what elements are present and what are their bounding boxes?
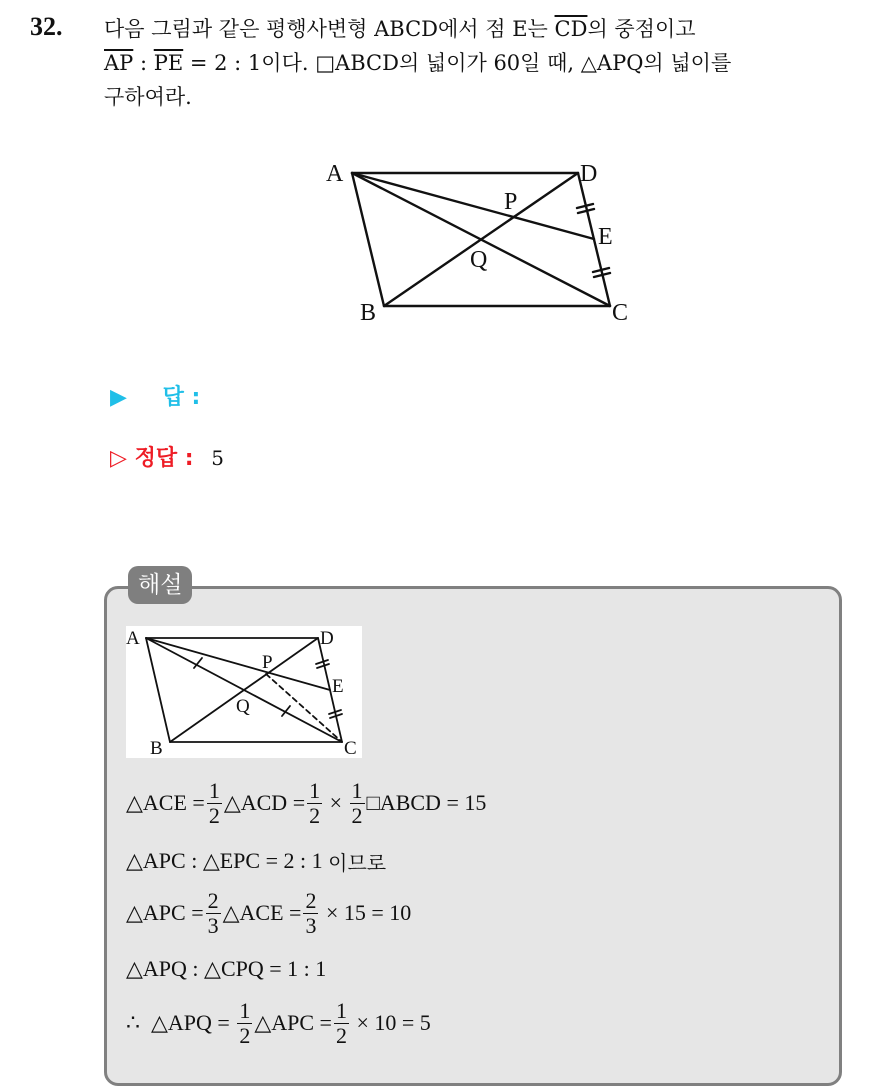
label-q: Q xyxy=(470,247,488,273)
l1-c: × xyxy=(324,790,348,815)
solution-line-4 xyxy=(126,944,326,994)
solution-line-2 xyxy=(126,836,386,886)
l3-f1n: 2 xyxy=(207,888,219,914)
label-b: B xyxy=(360,300,377,326)
l5-a: ∴ △APQ = xyxy=(126,1010,236,1035)
s-label-e: E xyxy=(332,676,344,697)
l1-f2d: 2 xyxy=(309,802,321,828)
solution-figure xyxy=(126,626,362,758)
diagonal-bd xyxy=(384,173,578,306)
edge-ba xyxy=(352,173,384,306)
l2-b: 이므로 xyxy=(328,850,387,875)
play-icon: ▶ xyxy=(110,385,127,410)
l1-f1d: 2 xyxy=(208,802,220,828)
solution-line-3 xyxy=(126,888,411,938)
question-text xyxy=(104,12,874,114)
q2-colon: : xyxy=(133,51,154,75)
l3-b: △ACE = xyxy=(222,900,302,925)
l3-f1d: 3 xyxy=(207,912,219,938)
l1-a: △ACE = xyxy=(126,790,205,815)
l5-b: △APC = xyxy=(254,1010,332,1035)
label-e: E xyxy=(598,224,613,250)
solution-tab: 해설 xyxy=(128,566,192,604)
answer-blank-row xyxy=(110,380,200,411)
l1-f3n: 1 xyxy=(351,778,363,804)
segment-ap: $\overline{AP}$ xyxy=(104,51,134,75)
question-line-3: 구하여라. xyxy=(104,85,192,109)
solution-line-5 xyxy=(126,998,431,1048)
s-tick-de-1 xyxy=(316,660,328,664)
label-p: P xyxy=(504,189,518,215)
solution-line-1 xyxy=(126,778,486,828)
s-label-d: D xyxy=(320,628,334,649)
play-outline-icon: ▷ xyxy=(110,446,127,471)
correct-answer-value: 5 xyxy=(211,446,224,470)
answer-label: 답 : xyxy=(162,385,201,410)
s-label-b: B xyxy=(150,738,163,758)
correct-answer-row xyxy=(110,441,224,472)
l2-a: △APC : △EPC = 2 : 1 xyxy=(126,848,329,873)
s-tick-de-2 xyxy=(317,664,329,668)
l3-f2d: 3 xyxy=(305,912,317,938)
l1-f1n: 1 xyxy=(208,778,220,804)
correct-answer-label: 정답 : xyxy=(134,446,194,471)
l3-frac-2 xyxy=(303,889,318,936)
s-segment-ae xyxy=(146,638,330,690)
l5-f2n: 1 xyxy=(335,998,347,1024)
l3-a: △APC = xyxy=(126,900,204,925)
segment-pe: $\overline{PE}$ xyxy=(153,51,184,75)
question-number: 32. xyxy=(30,12,63,41)
q1-pre: 다음 그림과 같은 평행사변형 ABCD에서 점 E는 xyxy=(104,17,555,41)
l1-frac-1 xyxy=(207,779,222,826)
s-edge-ba xyxy=(146,638,170,742)
l3-c: × 15 = 10 xyxy=(320,900,412,925)
l5-frac-2 xyxy=(334,999,349,1046)
label-c: C xyxy=(612,300,629,326)
l3-f2n: 2 xyxy=(305,888,317,914)
segment-cd: $\overline{CD}$ xyxy=(554,17,588,41)
l5-f1d: 2 xyxy=(239,1022,251,1048)
s-label-c: C xyxy=(344,738,357,758)
l1-frac-2 xyxy=(307,779,322,826)
l1-f2n: 1 xyxy=(309,778,321,804)
question-line-2 xyxy=(104,46,874,80)
s-label-q: Q xyxy=(236,696,250,717)
l1-b: △ACD = xyxy=(223,790,306,815)
s-label-a: A xyxy=(126,628,140,649)
l4-a: △APQ : △CPQ = 1 : 1 xyxy=(126,956,327,981)
l5-frac-1 xyxy=(237,999,252,1046)
l5-c: × 10 = 5 xyxy=(350,1010,431,1035)
l1-d: □ABCD = 15 xyxy=(366,790,487,815)
segment-ae-line xyxy=(352,173,594,239)
q2-post: = 2 : 1이다. □ABCD의 넓이가 60일 때, △APQ의 넓이를 xyxy=(183,51,732,75)
label-d: D xyxy=(580,161,598,187)
l3-frac-1 xyxy=(206,889,221,936)
l5-f1n: 1 xyxy=(239,998,251,1024)
l1-f3d: 2 xyxy=(351,802,363,828)
l5-f2d: 2 xyxy=(335,1022,347,1048)
parallelogram-figure xyxy=(320,150,640,340)
s-label-p: P xyxy=(262,652,273,673)
label-a: A xyxy=(326,161,344,187)
q1-post: 의 중점이고 xyxy=(587,17,696,41)
s-diagonal-bd xyxy=(170,638,318,742)
l1-frac-3 xyxy=(350,779,365,826)
question-line-1 xyxy=(104,12,874,46)
